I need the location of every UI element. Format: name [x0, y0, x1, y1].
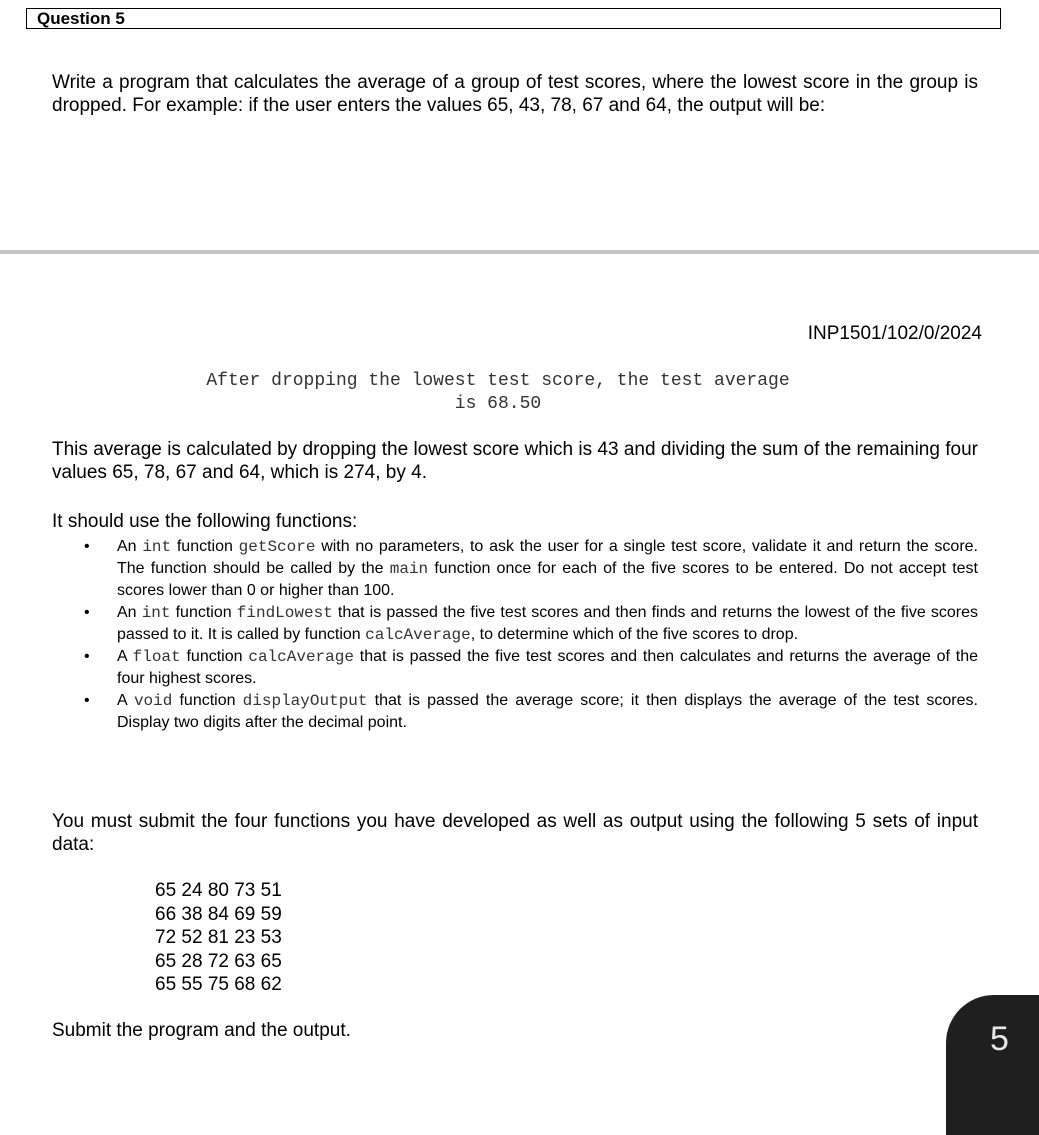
- sample-output-line-2: is 68.50: [454, 394, 542, 414]
- article: A: [117, 648, 127, 665]
- sample-output: [148, 370, 848, 416]
- list-item: [84, 602, 978, 646]
- article: An: [117, 604, 137, 621]
- data-set-row: 72 52 81 23 53: [155, 927, 282, 948]
- return-type: void: [133, 692, 173, 710]
- function-name: findLowest: [236, 604, 333, 622]
- input-data-sets: [155, 879, 282, 997]
- bullet-icon: •: [84, 692, 90, 709]
- bullet-icon: •: [84, 538, 90, 555]
- function-description-cont: , to determine which of the five scores to drop.: [470, 626, 799, 643]
- functions-intro: It should use the following functions:: [52, 511, 358, 532]
- page-number: 5: [990, 1020, 1009, 1058]
- article: A: [117, 692, 127, 709]
- article: An: [117, 538, 137, 555]
- code-reference: main: [389, 560, 429, 578]
- list-item: [84, 690, 978, 734]
- function-description: that is passed the five test scores and then finds and returns the lowest of the five scores passed to it. It is called by function: [117, 604, 978, 643]
- function-word: function: [186, 648, 243, 665]
- list-item: [84, 536, 978, 602]
- code-reference: calcAverage: [365, 626, 471, 644]
- final-instruction: Submit the program and the output.: [52, 1020, 351, 1041]
- function-word: function: [175, 604, 232, 621]
- data-set-row: 65 28 72 63 65: [155, 950, 282, 972]
- return-type: float: [132, 648, 181, 666]
- function-name: displayOutput: [242, 692, 368, 710]
- function-description: with no parameters, to ask the user for a single test score, validate it and return the score. The function should be called by the: [117, 538, 978, 577]
- function-description-cont: function once for each of the five scores to be entered. Do not accept test scores lower than 0 or higher than 100.: [117, 560, 979, 599]
- function-list: [84, 536, 978, 734]
- submit-paragraph: You must submit the four functions you have developed as well as output using the following 5 sets of input data:: [52, 811, 978, 855]
- function-word: function: [179, 692, 236, 709]
- page-divider: [0, 250, 1039, 254]
- data-set-row: 65 55 75 68 62: [155, 974, 282, 995]
- function-description: that is passed the five test scores and then calculates and returns the average of the four highest scores.: [117, 648, 979, 687]
- page-number-tab: [946, 995, 1039, 1135]
- explanation-paragraph: This average is calculated by dropping the lowest score which is 43 and dividing the sum of the remaining four values 65, 78, 67 and 64, which is 274, by 4.: [52, 439, 978, 483]
- function-name: calcAverage: [248, 648, 354, 666]
- return-type: int: [142, 538, 172, 556]
- bullet-icon: •: [84, 648, 90, 665]
- function-name: getScore: [238, 538, 316, 556]
- list-item: [84, 646, 978, 690]
- sample-output-line-1: After dropping the lowest test score, the test average: [206, 371, 790, 391]
- question-title: Question 5: [26, 8, 1001, 29]
- data-set-row: 66 38 84 69 59: [155, 903, 282, 925]
- page-reference: INP1501/102/0/2024: [807, 323, 982, 344]
- intro-paragraph: Write a program that calculates the average of a group of test scores, where the lowest score in the group is dropped. For example: if the user enters the values 65, 43, 78, 67 and 64, the output will be:: [52, 72, 978, 116]
- data-set-row: 65 24 80 73 51: [155, 880, 282, 901]
- bullet-icon: •: [84, 604, 90, 621]
- function-word: function: [176, 538, 233, 555]
- function-description: that is passed the average score; it then displays the average of the test scores. Display two digits after the decimal point.: [117, 692, 978, 731]
- return-type: int: [141, 604, 171, 622]
